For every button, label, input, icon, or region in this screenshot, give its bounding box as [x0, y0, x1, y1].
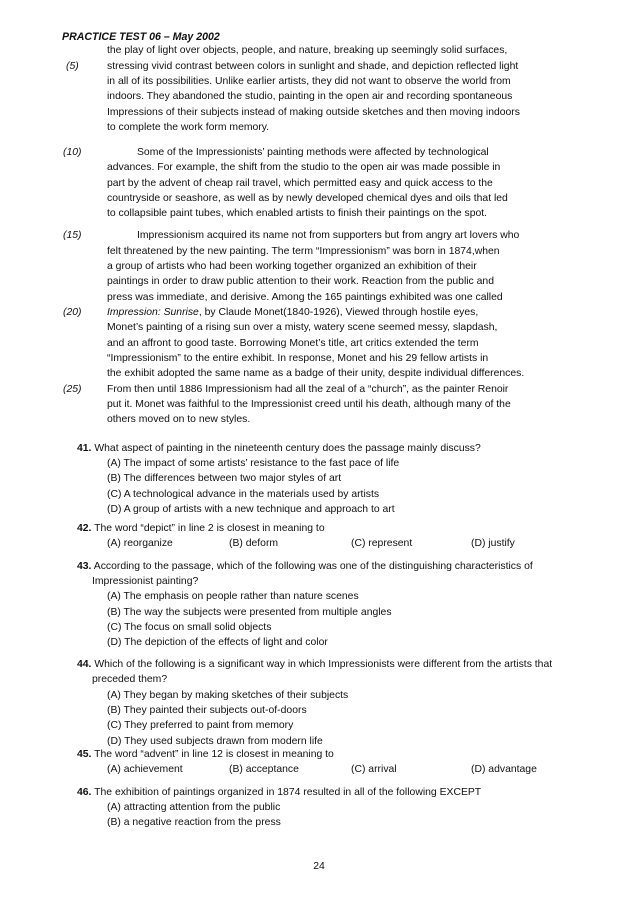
- answer-option[interactable]: (A) achievement: [107, 764, 183, 775]
- passage-line: and an affront to good taste. Borrowing Monet’s title, art critics extended the term: [107, 338, 479, 349]
- passage-line: Monet’s painting of a rising sun over a misty, watery scene seemed messy, slapdash,: [107, 322, 498, 333]
- passage-line: Some of the Impressionists’ painting methods were affected by technological: [137, 147, 489, 158]
- answer-option[interactable]: (D) justify: [471, 538, 515, 549]
- passage-line: felt threatened by the new painting. The term “Impressionism” was born in 1874,when: [107, 246, 500, 257]
- question-text-cont: Impressionist painting?: [92, 576, 199, 587]
- question-text: The word “advent” in line 12 is closest in meaning to: [94, 749, 334, 760]
- question-text-cont: preceded them?: [92, 674, 168, 685]
- passage-line: From then until 1886 Impressionism had all the zeal of a “church”, as the painter Renoir: [107, 384, 509, 395]
- line-number: (15): [63, 230, 82, 241]
- answer-option[interactable]: (C) The focus on small solid objects: [107, 622, 272, 633]
- question-text: What aspect of painting in the nineteenth century does the passage mainly discuss?: [94, 443, 481, 454]
- answer-option[interactable]: (B) a negative reaction from the press: [107, 817, 281, 828]
- page-number: 24: [313, 861, 325, 872]
- line-number: (5): [66, 61, 79, 72]
- passage-line: Impressionism acquired its name not from supporters but from angry art lovers who: [137, 230, 520, 241]
- question-text: The exhibition of paintings organized in 1874 resulted in all of the following EXCEPT: [94, 787, 482, 798]
- question-number: 46.: [77, 787, 92, 798]
- question-text: The word “depict” in line 2 is closest in meaning to: [94, 523, 325, 534]
- question-text: Which of the following is a significant way in which Impressionists were different from the artists that: [94, 659, 553, 670]
- passage-line: the play of light over objects, people, and nature, breaking up seemingly solid surfaces,: [107, 45, 508, 56]
- passage-line: a group of artists who had been working together organized an exhibition of their: [107, 261, 477, 272]
- passage-line: to complete the work form memory.: [107, 122, 270, 133]
- answer-option[interactable]: (B) deform: [229, 538, 279, 549]
- line-number: (25): [63, 384, 82, 395]
- passage-line: “Impressionism” to the entire exhibit. In response, Monet and his 29 fellow artists in: [107, 353, 489, 364]
- passage-line: paintings in order to draw public attention to their work. Reaction from the public and: [107, 276, 494, 287]
- question-43: [77, 560, 533, 574]
- answer-option[interactable]: (A) The impact of some artists’ resistance to the fast pace of life: [107, 458, 400, 469]
- answer-option[interactable]: (B) acceptance: [229, 764, 299, 775]
- passage-line: to collapsible paint tubes, which enabled artists to finish their paintings on the spot.: [107, 208, 488, 219]
- line-number: (20): [63, 307, 82, 318]
- question-46: [77, 786, 481, 800]
- answer-option[interactable]: (A) reorganize: [107, 538, 173, 549]
- question-44: [77, 658, 552, 672]
- answer-option[interactable]: (D) advantage: [471, 764, 537, 775]
- answer-option[interactable]: (A) They began by making sketches of their subjects: [107, 690, 349, 701]
- answer-option[interactable]: (C) arrival: [351, 764, 397, 775]
- answer-option[interactable]: (A) attracting attention from the public: [107, 802, 281, 813]
- passage-line-rest: , by Claude Monet(1840-1926), Viewed through hostile eyes,: [198, 307, 479, 318]
- answer-option[interactable]: (B) The way the subjects were presented from multiple angles: [107, 607, 392, 618]
- passage-line: in all of its possibilities. Unlike earlier artists, they did not want to observe the world from: [107, 76, 511, 87]
- question-42: [77, 522, 325, 536]
- passage-line: part by the advent of cheap rail travel, which permitted easy and quick access to the: [107, 178, 493, 189]
- answer-option[interactable]: (C) represent: [351, 538, 413, 549]
- question-41: [77, 442, 481, 456]
- question-text: According to the passage, which of the following was one of the distinguishing characteristics of: [93, 561, 533, 572]
- question-number: 45.: [77, 749, 92, 760]
- passage-line: put it. Monet was faithful to the Impressionist creed until his death, although many of the: [107, 399, 511, 410]
- answer-option[interactable]: (A) The emphasis on people rather than nature scenes: [107, 591, 359, 602]
- page-header: PRACTICE TEST 06 – May 2002: [62, 31, 220, 43]
- answer-option[interactable]: (D) The depiction of the effects of light and color: [107, 637, 328, 648]
- question-number: 42.: [77, 523, 92, 534]
- answer-option[interactable]: (D) A group of artists with a new technique and approach to art: [107, 504, 395, 515]
- passage-line: [107, 306, 478, 320]
- passage-line: advances. For example, the shift from the studio to the open air was made possible in: [107, 162, 501, 173]
- answer-option[interactable]: (B) The differences between two major styles of art: [107, 473, 342, 484]
- answer-option[interactable]: (C) They preferred to paint from memory: [107, 720, 294, 731]
- passage-line: others moved on to new styles.: [107, 414, 251, 425]
- answer-option[interactable]: (B) They painted their subjects out-of-doors: [107, 705, 307, 716]
- line-number: (10): [63, 147, 82, 158]
- answer-option[interactable]: (C) A technological advance in the materials used by artists: [107, 489, 380, 500]
- question-number: 41.: [77, 443, 92, 454]
- passage-line: the exhibit adopted the same name as a badge of their unity, despite individual differences.: [107, 368, 525, 379]
- answer-option[interactable]: (D) They used subjects drawn from modern life: [107, 736, 323, 747]
- question-45: [77, 748, 334, 762]
- passage-line: indoors. They abandoned the studio, painting in the open air and recording spontaneous: [107, 91, 513, 102]
- passage-line: Impressions of their subjects instead of making outside sketches and then moving indoors: [107, 107, 520, 118]
- passage-line: countryside or seashore, as well as by newly developed chemical dyes and oils that led: [107, 193, 508, 204]
- passage-line: stressing vivid contrast between colors in sunlight and shade, and depiction reflected light: [107, 61, 519, 72]
- passage-line: press was immediate, and derisive. Among the 165 paintings exhibited was one called: [107, 292, 503, 303]
- painting-title: Impression: Sunrise: [107, 307, 199, 318]
- question-number: 44.: [77, 659, 92, 670]
- question-number: 43.: [77, 561, 92, 572]
